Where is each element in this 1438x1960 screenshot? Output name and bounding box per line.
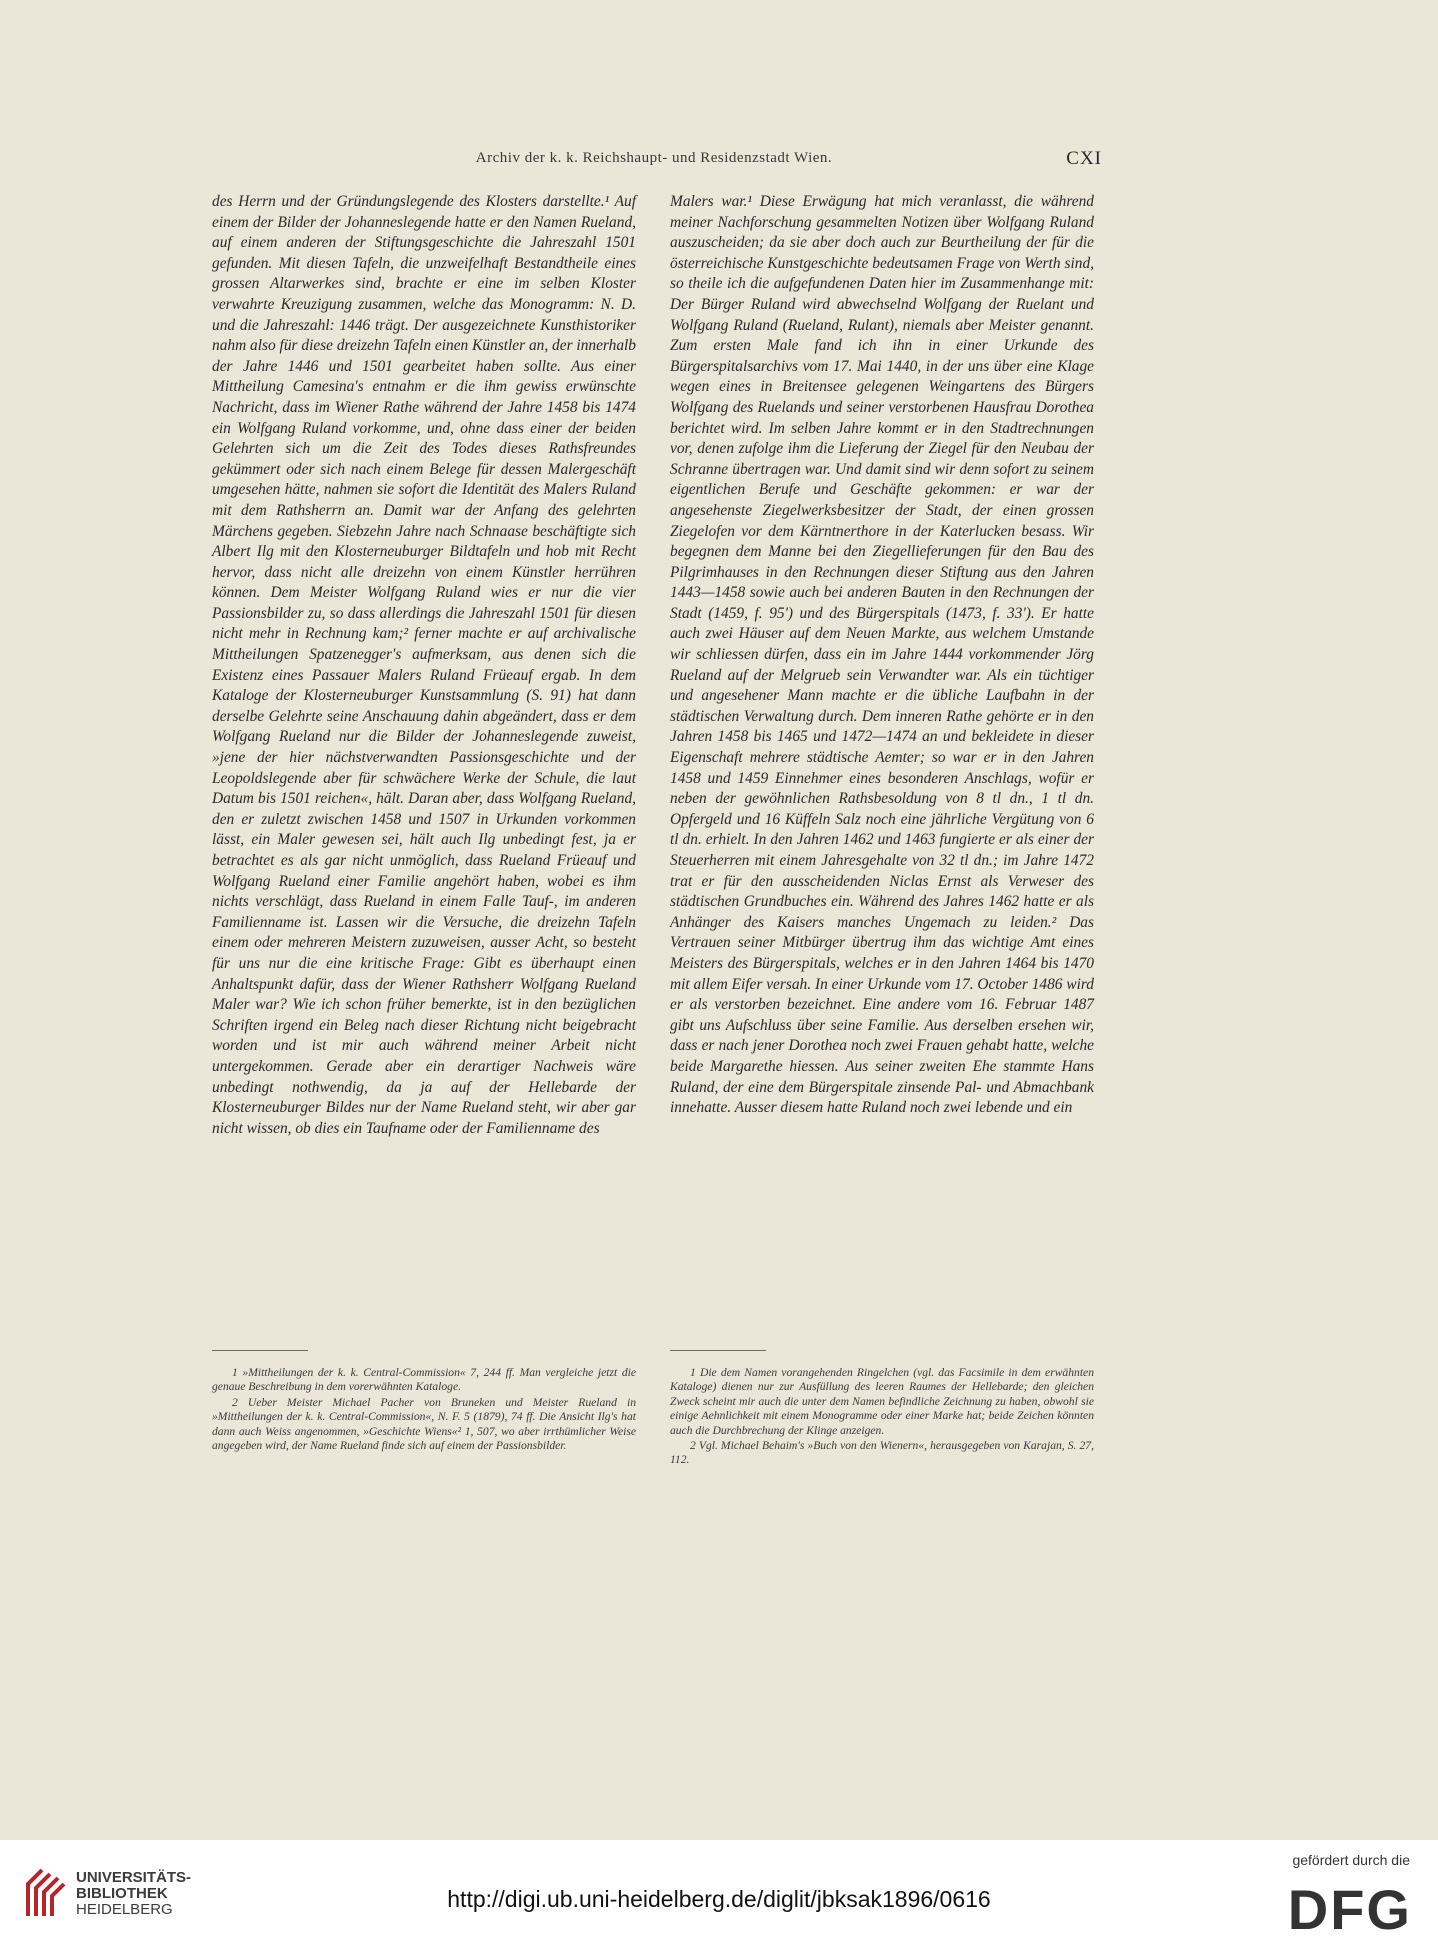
library-name-line: BIBLIOTHEK (76, 1885, 168, 1902)
dfg-logo: DFG (1287, 1878, 1412, 1941)
footnote: 2 Ueber Meister Michael Pacher von Bruneken und Meister Rueland in »Mittheilungen der k. k. Central-Commission«, N. F. 5 (1879), 74 ff. Die Ansicht Ilg's hat dann auch Weiss angenommen, »Geschichte Wiens«² 1, 507, wo aber irrthümlicher Weise angegeben wird, der Name Rueland finde sich auf einem der Passionsbilder. (212, 1395, 636, 1453)
text-column-right (670, 192, 1094, 1119)
running-title: Archiv der k. k. Reichshaupt- und Residenzstadt Wien. (475, 150, 833, 166)
footnote-divider-right (670, 1350, 766, 1351)
footnotes-left (212, 1366, 636, 1454)
text-column-left (212, 192, 636, 1139)
footnote: 2 Vgl. Michael Behaim's »Buch von den Wienern«, herausgegeben von Karajan, S. 27, 112. (670, 1439, 1094, 1467)
footnote: 1 Die dem Namen vorangehenden Ringelchen (vgl. das Facsimile in dem erwähnten Kataloge) dienen nur zur Ausfüllung des leeren Raumes der Hellebarde; den gleichen Zweck scheint mir auch die unter dem Namen befindliche Zeichnung zu haben, obwohl sie einige Aehnlichkeit mit einem Monogramme oder einer Marke hat; beide Zeichen könnten auch die Durchbrechung der Klinge anzeigen. (670, 1366, 1094, 1437)
footnote-divider-left (212, 1350, 308, 1351)
footnotes-right (670, 1366, 1094, 1469)
library-name-line: HEIDELBERG (76, 1901, 173, 1918)
body-paragraph-right: Malers war.¹ Diese Erwägung hat mich veranlasst, die während meiner Nachforschung gesammelten Notizen über Wolfgang Ruland auszuscheiden; da sie aber doch auch zur Beurtheilung der für die österreichische Kunstgeschichte bedeutsamen Frage von Werth sind, so theile ich die aufgefundenen Daten hier im Zusammenhange mit: Der Bürger Ruland wird abwechselnd Wolfgang der Ruelant und Wolfgang Ruland (Rueland, Rulant), niemals aber Meister genannt. Zum ersten Male fand ich ihn in einer Urkunde des Bürgerspitalsarchivs vom 17. Mai 1440, in der uns über eine Klage wegen eines in Breitensee gelegenen Weingartens des Bürgers Wolfgang des Ruelands und seiner verstorbenen Hausfrau Dorothea berichtet wird. Im selben Jahre kommt er in den Stadtrechnungen vor, denen zufolge ihm die Lieferung der Ziegel für den Neubau der Schranne übertragen war. Und damit sind wir denn sofort zu seinem eigentlichen Berufe und Geschäfte gekommen: er war der angesehenste Ziegelwerksbesitzer der Stadt, der einen grossen Ziegelofen vor dem Kärntnerthore in der Katerlucken besass. Wir begegnen dem Manne bei den Ziegellieferungen für den Bau des Pilgrimhauses in den Rechnungen dieser Stiftung aus den Jahren 1443—1458 sowie auch bei anderen Bauten in den Rechnungen der Stadt (1459, f. 95') und des Bürgerspitals (1473, f. 33'). Er hatte auch zwei Häuser auf dem Neuen Markte, aus welchem Umstande wir schliessen dürfen, dass ein im Jahre 1444 vorkommender Jörg Rueland auf der Melgrueb sein Verwandter war. Als ein tüchtiger und angesehener Mann machte er die übliche Laufbahn in der städtischen Verwaltung durch. Dem inneren Rathe gehörte er in den Jahren 1458 bis 1465 und 1472—1474 an und bekleidete in dieser Eigenschaft mehrere städtische Aemter; so war er in den Jahren 1458 und 1459 Einnehmer eines besonderen Anschlags, wofür er neben der gewöhnlichen Rathsbesoldung von 8 tl dn., 1 tl dn. Opfergeld und 16 Küffeln Salz noch eine jährliche Vergütung von 6 tl dn. erhielt. In den Jahren 1462 und 1463 fungierte er als einer der Steuerherren mit einem Jahresgehalte von 32 tl dn.; im Jahre 1472 trat er für den ausscheidenden Niclas Ernst als Verweser des städtischen Grundbuches ein. Während des Jahres 1462 hatte er als Anhänger des Kaisers manches Ungemach zu leiden.² Das Vertrauen seiner Mitbürger übertrug ihm das wichtige Amt eines Meisters des Bürgerspitals, welches er in den Jahren 1464 bis 1470 mit allem Eifer versah. In einer Urkunde vom 17. October 1486 wird er als verstorben bezeichnet. Eine andere vom 16. Februar 1487 gibt uns Aufschluss über seine Familie. Aus derselben ersehen wir, dass er nach jener Dorothea noch zwei Frauen gehabt hatte, welche beide Margarethe hiessen. Aus seiner zweiten Ehe stammte Hans Ruland, der eine dem Bürgerspitale zinsende Pal- und Abmachbank innehatte. Ausser diesem hatte Ruland noch zwei lebende und ein (670, 193, 1094, 1117)
body-paragraph-left: des Herrn und der Gründungslegende des Klosters darstellte.¹ Auf einem der Bilder der Johanneslegende hatte er den Namen Rueland, auf einem anderen der Stiftungsgeschichte die Jahreszahl 1501 gefunden. Mit diesen Tafeln, die unzweifelhaft Bestandtheile eines grossen Altarwerkes sind, brachte er eine im selben Kloster verwahrte Kreuzigung zusammen, welche das Monogramm: N. D. und die Jahreszahl: 1446 trägt. Der ausgezeichnete Kunsthistoriker nahm also für diese dreizehn Tafeln einen Künstler an, der innerhalb der Jahre 1446 und 1501 gearbeitet haben sollte. Aus einer Mittheilung Camesina's entnahm er die ihm gewiss erwünschte Nachricht, dass im Wiener Rathe während der Jahre 1458 bis 1474 ein Wolfgang Ruland vorkomme, und, ohne dass einer der beiden Gelehrten sich um die Zeit des Todes dieses Rathsfreundes gekümmert oder sich nach einem Belege für dessen Malergeschäft umgesehen hätte, nahmen sie sofort die Identität des Malers Ruland mit dem Rathsherrn an. Damit war der Anfang des gelehrten Märchens gegeben. Siebzehn Jahre nach Schnaase beschäftigte sich Albert Ilg mit den Klosterneuburger Bildtafeln und hob mit Recht hervor, dass nicht alle dreizehn von einem Künstler herrühren können. Dem Meister Wolfgang Ruland wies er nur die vier Passionsbilder zu, so dass allerdings die Jahreszahl 1501 für diesen nicht mehr in Rechnung kam;² ferner machte er auf archivalische Mittheilungen Spatzenegger's aufmerksam, aus denen sich die Existenz eines Passauer Malers Ruland Früeauf ergab. In dem Kataloge der Klosterneuburger Kunstsammlung (S. 91) hat dann derselbe Gelehrte seine Anschauung dahin abgeändert, dass er dem Wolfgang Rueland nur die Bilder der Johanneslegende zuweist, »jene der hier nächstverwandten Passionsgeschichte und der Leopoldslegende aber für schwächere Werke der Schule, die laut Datum bis 1501 reichen«, hält. Daran aber, dass Wolfgang Rueland, den er zuletzt zwischen 1458 und 1507 in Urkunden vorkommen lässt, ein Maler gewesen sei, hält auch Ilg unbedingt fest, ja er betrachtet es als gar nicht unmöglich, dass Rueland Früeauf und Wolfgang Rueland einer Familie angehört haben, wobei es ihm nichts verschlägt, dass Rueland in einem Falle Tauf-, im anderen Familienname ist. Lassen wir die Versuche, die dreizehn Tafeln einem oder mehreren Meistern zuzuweisen, ausser Acht, so besteht für uns nur die eine kritische Frage: Gibt es überhaupt einen Anhaltspunkt dafür, dass der Wiener Rathsherr Wolfgang Rueland Maler war? Wie ich schon früher bemerkte, ist in den bezüglichen Schriften irgend ein Beleg nach dieser Richtung nicht beigebracht worden und ist mir auch während meiner Arbeit nicht untergekommen. Gerade aber ein derartiger Nachweis wäre unbedingt nothwendig, da ja auf der Hellebarde der Klosterneuburger Bildes nur der Name Rueland steht, wir aber gar nicht wissen, ob dies ein Taufname oder der Familienname des (212, 193, 636, 1137)
library-name-line: UNIVERSITÄTS- (76, 1869, 192, 1886)
permalink-url[interactable]: http://digi.ub.uni-heidelberg.de/diglit/jbksak1896/0616 (447, 1886, 991, 1912)
page-number: CXI (1066, 148, 1102, 169)
sponsor-label: gefördert durch die (1292, 1852, 1410, 1868)
footnote: 1 »Mittheilungen der k. k. Central-Commission« 7, 244 ff. Man vergleiche jetzt die genaue Beschreibung in dem vorerwähnten Kataloge. (212, 1366, 636, 1394)
